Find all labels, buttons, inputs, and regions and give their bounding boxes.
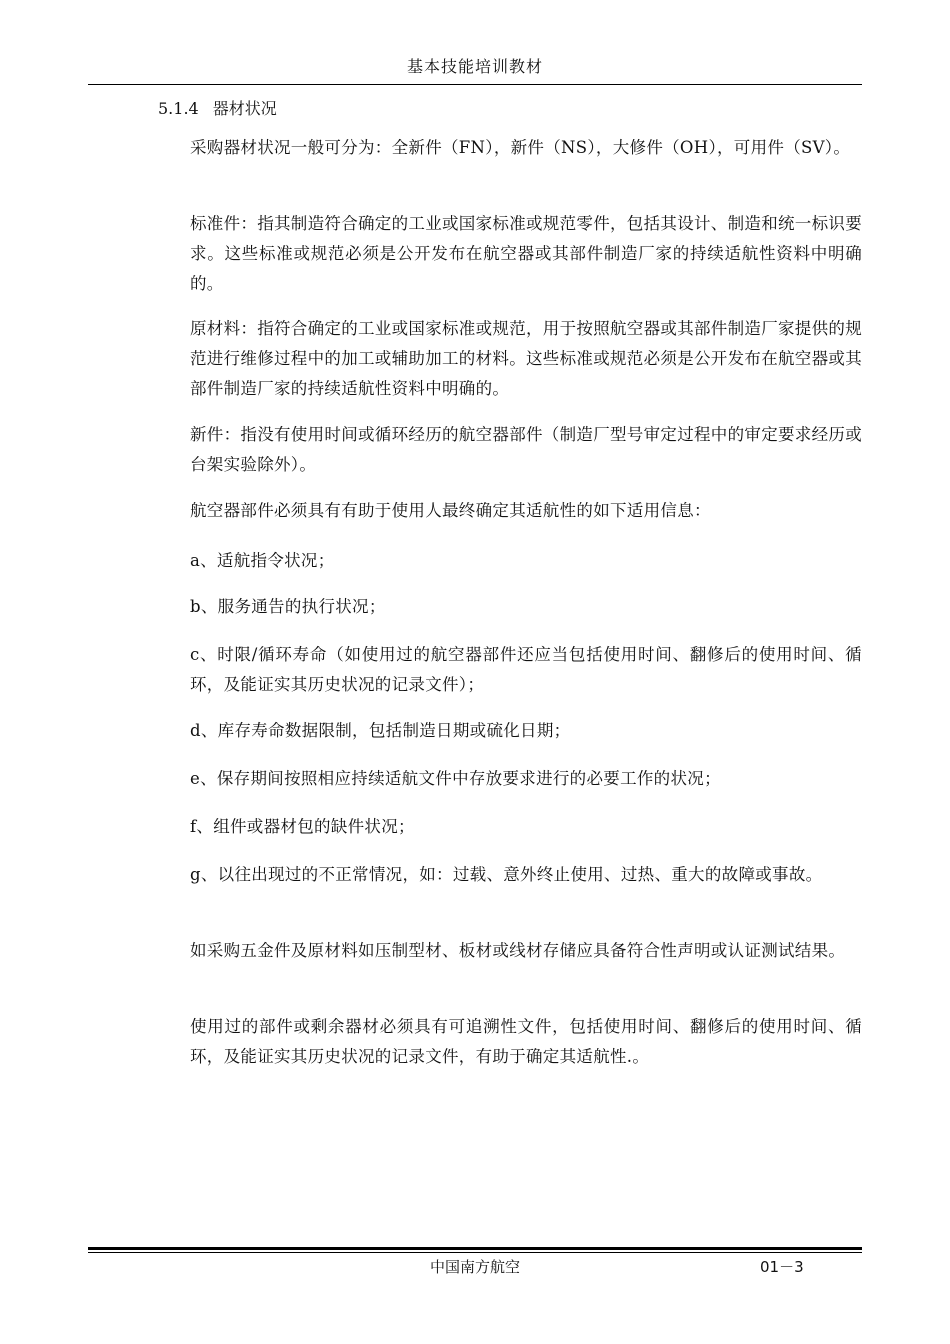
- section-title: 器材状况: [212, 99, 277, 118]
- list-item-c: c、时限/循环寿命（如使用过的航空器部件还应当包括使用时间、翻修后的使用时间、循环，及能证实其历史状况的记录文件）；: [190, 645, 862, 694]
- footer-divider-thin: [88, 1252, 862, 1253]
- page-number: 01－3: [760, 1258, 804, 1276]
- header-title: 基本技能培训教材: [406, 57, 543, 76]
- footer-organization: 中国南方航空: [429, 1258, 520, 1276]
- footer-divider-thick: [88, 1247, 862, 1250]
- list-item-d: d、库存寿命数据限制，包括制造日期或硫化日期；: [190, 721, 571, 740]
- paragraph-used-parts: 使用过的部件或剩余器材必须具有可追溯性文件，包括使用时间、翻修后的使用时间、循环，及能证实其历史状况的记录文件，有助于确定其适航性.。: [190, 1017, 862, 1066]
- paragraph-info-intro: 航空器部件必须具有有助于使用人最终确定其适航性的如下适用信息：: [190, 501, 711, 520]
- paragraph-new-parts: 新件：指没有使用时间或循环经历的航空器部件（制造厂型号审定过程中的审定要求经历或台架实验除外）。: [190, 425, 862, 474]
- header-divider: [88, 84, 862, 85]
- section-number: 5.1.4: [158, 99, 199, 118]
- paragraph-material-status: 采购器材状况一般可分为：全新件（FN），新件（NS），大修件（OH），可用件（SV）。: [190, 138, 851, 157]
- paragraph-standard-parts: 标准件：指其制造符合确定的工业或国家标准或规范零件，包括其设计、制造和统一标识要求。这些标准或规范必须是公开发布在航空器或其部件制造厂家的持续适航性资料中明确的。: [190, 214, 862, 293]
- list-item-b: b、服务通告的执行状况；: [190, 597, 386, 616]
- list-item-a: a、适航指令状况；: [190, 551, 335, 570]
- paragraph-hardware: 如采购五金件及原材料如压制型材、板材或线材存储应具备符合性声明或认证测试结果。: [190, 941, 846, 960]
- section-heading: [158, 96, 277, 119]
- list-item-f: f、组件或器材包的缺件状况；: [190, 817, 415, 836]
- list-item-e: e、保存期间按照相应持续适航文件中存放要求进行的必要工作的状况；: [190, 769, 721, 788]
- list-item-g: g、以往出现过的不正常情况，如：过载、意外终止使用、过热、重大的故障或事故。: [190, 865, 823, 884]
- paragraph-raw-materials: 原材料：指符合确定的工业或国家标准或规范，用于按照航空器或其部件制造厂家提供的规范进行维修过程中的加工或辅助加工的材料。这些标准或规范必须是公开发布在航空器或其部件制造厂家的持续适航性资料中明确的。: [190, 319, 862, 398]
